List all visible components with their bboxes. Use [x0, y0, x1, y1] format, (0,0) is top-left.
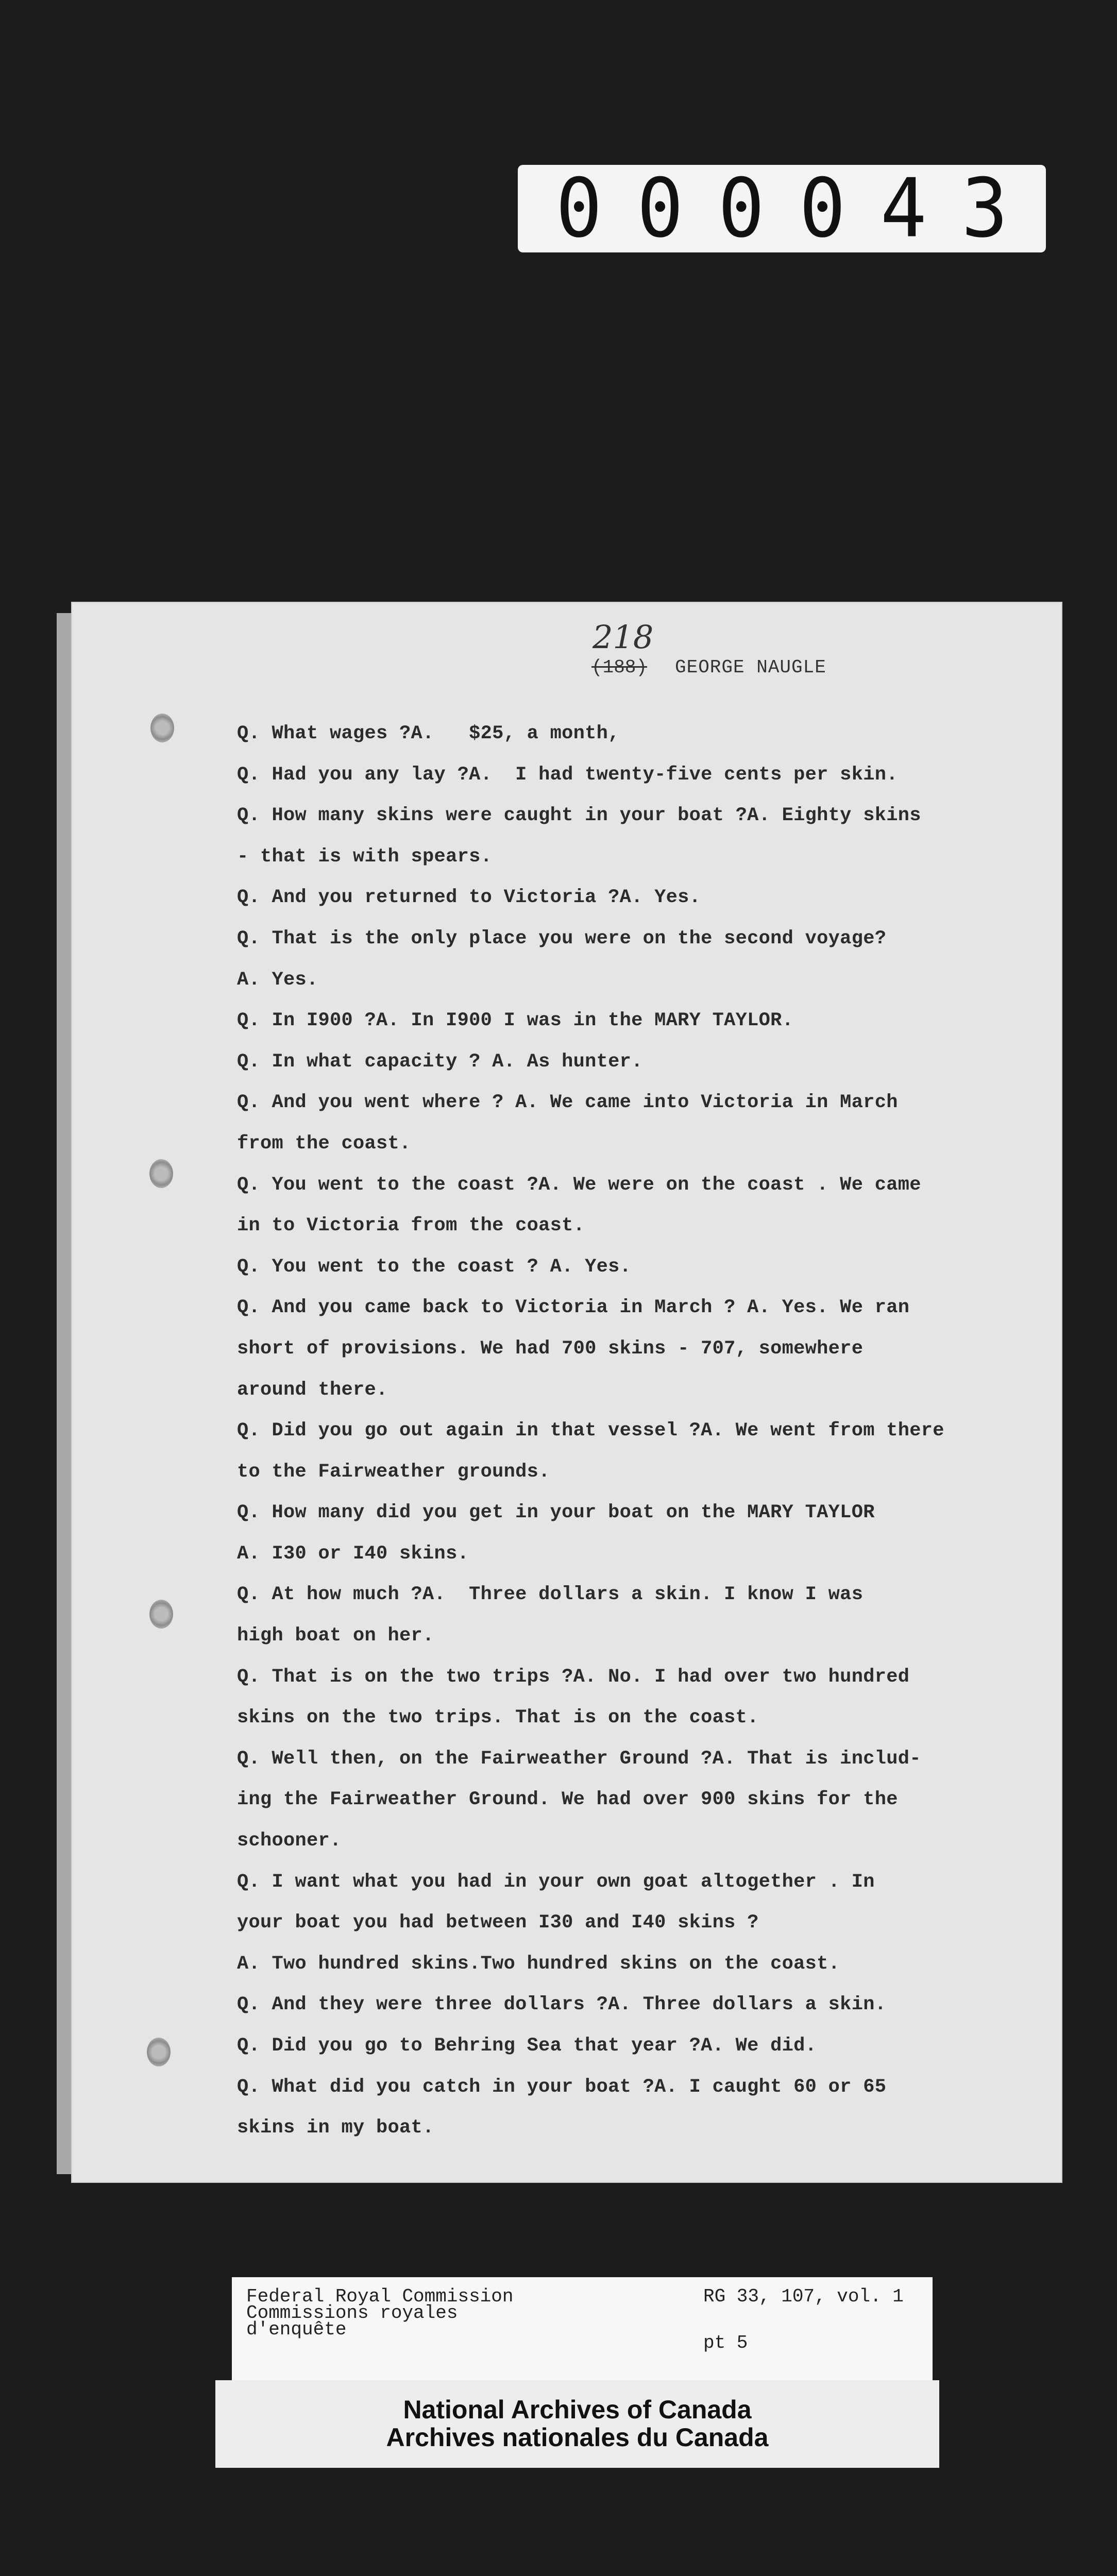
transcript-line: Q. Did you go to Behring Sea that year ?A. We did. — [237, 2035, 817, 2057]
transcript-line: high boat on her. — [237, 1625, 434, 1647]
transcript-line: ing the Fairweather Ground. We had over 900 skins for the — [237, 1789, 898, 1811]
transcript-line: around there. — [237, 1379, 388, 1401]
transcript-line: Q. I want what you had in your own goat altogether . In — [237, 1871, 875, 1893]
transcript-line: short of provisions. We had 700 skins - 707, somewhere — [237, 1337, 864, 1360]
transcript-line: Q. How many skins were caught in your boat ?A. Eighty skins — [237, 805, 921, 827]
transcript-line: Q. At how much ?A. Three dollars a skin. I know I was — [237, 1584, 864, 1606]
transcript-line: Q. In what capacity ? A. As hunter. — [237, 1050, 643, 1073]
transcript-line: from the coast. — [237, 1132, 411, 1155]
transcript-line: Q. That is on the two trips ?A. No. I had over two hundred — [237, 1666, 910, 1688]
transcript-line: - that is with spears. — [237, 845, 493, 868]
transcript-line: Q. Had you any lay ?A. I had twenty-five cents per skin. — [237, 764, 898, 786]
archives-banner — [215, 2380, 939, 2468]
archives-name-english: National Archives of Canada — [403, 2395, 752, 2424]
frame-digit: 0 — [799, 161, 846, 256]
frame-digit: 4 — [880, 161, 927, 256]
collection-label — [232, 2277, 933, 2380]
transcript-line: A. Two hundred skins.Two hundred skins on the coast. — [237, 1953, 840, 1975]
transcript-line: Q. Well then, on the Fairweather Ground ?A. That is includ- — [237, 1748, 921, 1770]
transcript-line: Q. And you went where ? A. We came into Victoria in March — [237, 1092, 898, 1114]
transcript-line: schooner. — [237, 1830, 342, 1852]
transcript-line: Q. That is the only place you were on the second voyage? — [237, 927, 887, 950]
transcript-line: skins in my boat. — [237, 2117, 434, 2139]
transcript-line: Q. In I900 ?A. In I900 I was in the MARY TAYLOR. — [237, 1010, 794, 1032]
collection-line: Commissions royales — [246, 2302, 458, 2324]
handwritten-folio-number: 218 — [593, 618, 654, 656]
frame-number-label — [518, 161, 1046, 256]
transcript-line: Q. What did you catch in your boat ?A. I caught 60 or 65 — [237, 2076, 887, 2098]
transcript-line: Q. And they were three dollars ?A. Three dollars a skin. — [237, 1994, 887, 2016]
transcript-line: Q. And you came back to Victoria in March ? A. Yes. We ran — [237, 1297, 910, 1319]
collection-part: pt 5 — [703, 2332, 748, 2353]
transcript-line: Q. And you returned to Victoria ?A. Yes. — [237, 887, 701, 909]
punch-hole — [147, 2038, 171, 2066]
archives-name-french: Archives nationales du Canada — [386, 2423, 769, 2452]
collection-reference: RG 33, 107, vol. 1 — [703, 2286, 904, 2307]
old-folio-number: (188) — [591, 657, 648, 678]
collection-line: Federal Royal Commission — [246, 2286, 514, 2307]
transcript-line: skins on the two trips. That is on the coast. — [237, 1707, 759, 1729]
transcript-line: in to Victoria from the coast. — [237, 1215, 585, 1237]
punch-hole — [149, 1600, 173, 1629]
frame-digit: 0 — [555, 161, 602, 256]
transcript-line: your boat you had between I30 and I40 skins ? — [237, 1912, 759, 1934]
punch-hole — [150, 714, 174, 742]
frame-digit: 3 — [961, 161, 1008, 256]
frame-digit: 0 — [718, 161, 765, 256]
transcript-line: Q. You went to the coast ? A. Yes. — [237, 1256, 632, 1278]
collection-line: d'enquête — [246, 2319, 347, 2340]
witness-name-header: GEORGE NAUGLE — [675, 657, 826, 678]
frame-digit: 0 — [637, 161, 684, 256]
transcript-line: to the Fairweather grounds. — [237, 1461, 550, 1483]
transcript-line: Q. You went to the coast ?A. We were on the coast . We came — [237, 1174, 921, 1196]
transcript-body — [237, 714, 984, 2149]
transcript-line: Q. What wages ?A. $25, a month, — [237, 723, 620, 744]
transcript-line: A. I30 or I40 skins. — [237, 1543, 469, 1565]
transcript-line: A. Yes. — [237, 969, 318, 991]
transcript-line: Q. How many did you get in your boat on the MARY TAYLOR — [237, 1502, 875, 1524]
punch-hole — [149, 1159, 173, 1188]
transcript-line: Q. Did you go out again in that vessel ?A. We went from there — [237, 1420, 944, 1442]
